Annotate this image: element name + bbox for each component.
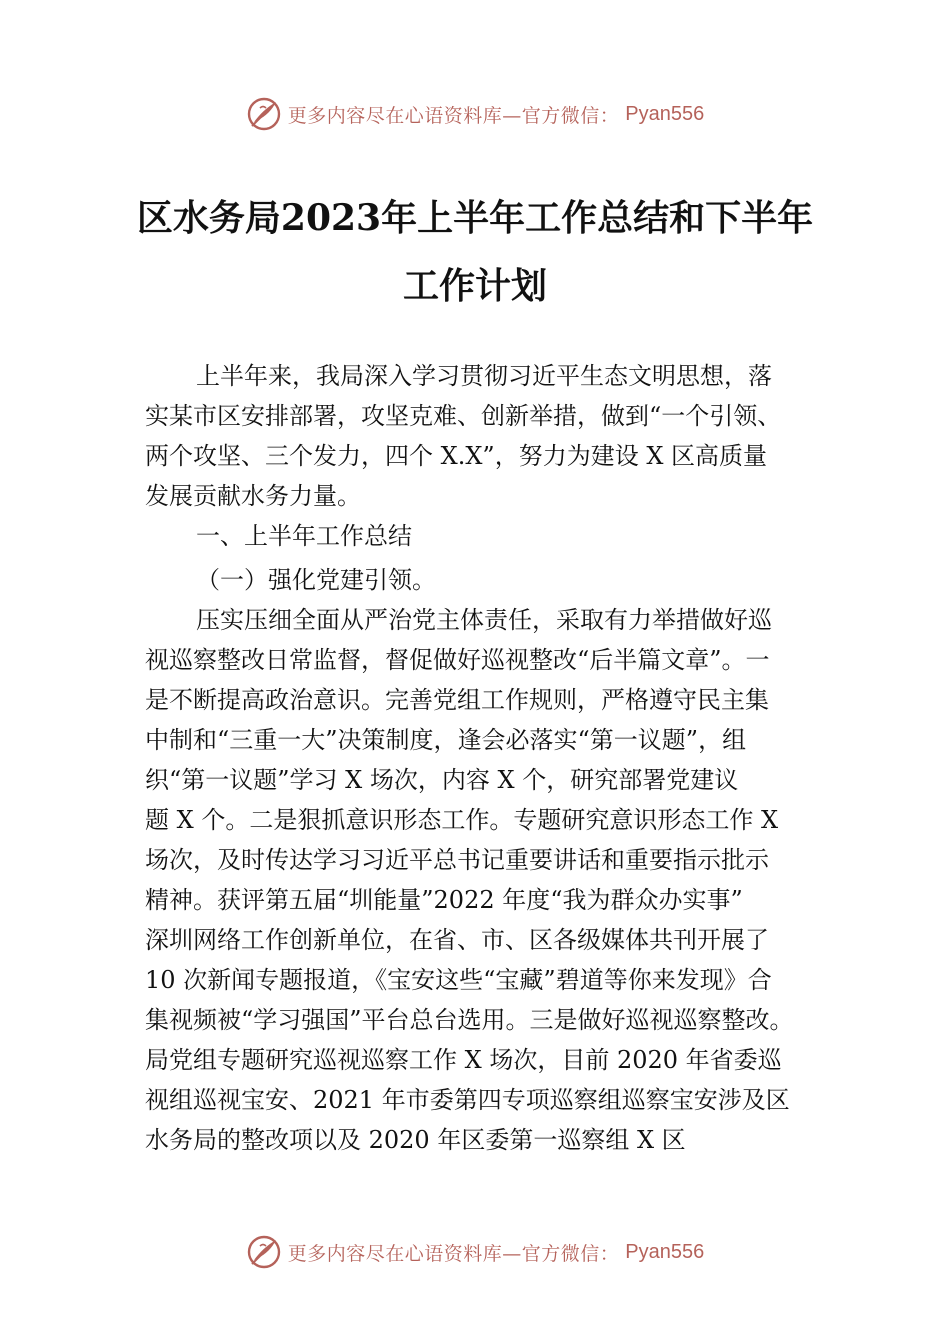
body-line: 织“第一议题”学习 X 场次，内容 X 个，研究部署党建议: [145, 766, 739, 794]
body-line: 是不断提高政治意识。完善党组工作规则，严格遵守民主集: [145, 686, 769, 714]
body-line: 实某市区安排部署，攻坚克难、创新举措，做到“一个引领、: [145, 402, 782, 430]
body-line: 深圳网络工作创新单位，在省、市、区各级媒体共刊开展了: [145, 926, 769, 954]
watermark-banner-bottom: [0, 1232, 950, 1272]
watermark-banner-top: [0, 94, 950, 134]
body-line: 局党组专题研究巡视巡察工作 X 场次，目前 2020 年省委巡: [145, 1046, 782, 1074]
feather-quill-logo-icon: [246, 1234, 282, 1270]
body-line: 10 次新闻专题报道，《宝安这些“宝藏”碧道等你来发现》合: [145, 966, 772, 994]
body-line: 集视频被“学习强国”平台总台选用。三是做好巡视巡察整改。: [145, 1006, 794, 1034]
body-line: 中制和“三重一大”决策制度，逢会必落实“第一议题”，组: [145, 726, 747, 754]
body-line: 发展贡献水务力量。: [145, 482, 361, 510]
body-line: 视巡察整改日常监督，督促做好巡视整改“后半篇文章”。一: [145, 646, 770, 674]
body-line: 上半年来，我局深入学习贯彻习近平生态文明思想，落: [196, 362, 772, 390]
body-line: 水务局的整改项以及 2020 年区委第一巡察组 X 区: [145, 1126, 686, 1154]
watermark-text: 更多内容尽在心语资料库—官方微信：: [287, 1242, 620, 1265]
subsection-heading: （一）强化党建引领。: [196, 566, 436, 594]
body-line: 视组巡视宝安、2021 年市委第四专项巡察组巡察宝安涉及区: [145, 1086, 790, 1114]
document-title-line-2: 工作计划: [402, 265, 547, 307]
feather-quill-logo-icon: [246, 96, 282, 132]
body-line: 题 X 个。二是狠抓意识形态工作。专题研究意识形态工作 X: [145, 806, 779, 834]
body-line: 精神。获评第五届“圳能量”2022 年度“我为群众办实事”: [145, 886, 743, 914]
watermark-wechat-id: Pyan556: [625, 102, 705, 125]
body-line: 两个攻坚、三个发力，四个 X.X”，努力为建设 X 区高质量: [145, 442, 768, 470]
document-title-line-1: 区水务局2023年上半年工作总结和下半年: [136, 197, 814, 239]
body-line: 场次，及时传达学习习近平总书记重要讲话和重要指示批示: [145, 846, 769, 874]
watermark-wechat-id: Pyan556: [625, 1240, 705, 1263]
body-line: 压实压细全面从严治党主体责任，采取有力举措做好巡: [196, 606, 772, 634]
section-heading: 一、上半年工作总结: [196, 522, 412, 550]
watermark-text: 更多内容尽在心语资料库—官方微信：: [287, 104, 620, 127]
